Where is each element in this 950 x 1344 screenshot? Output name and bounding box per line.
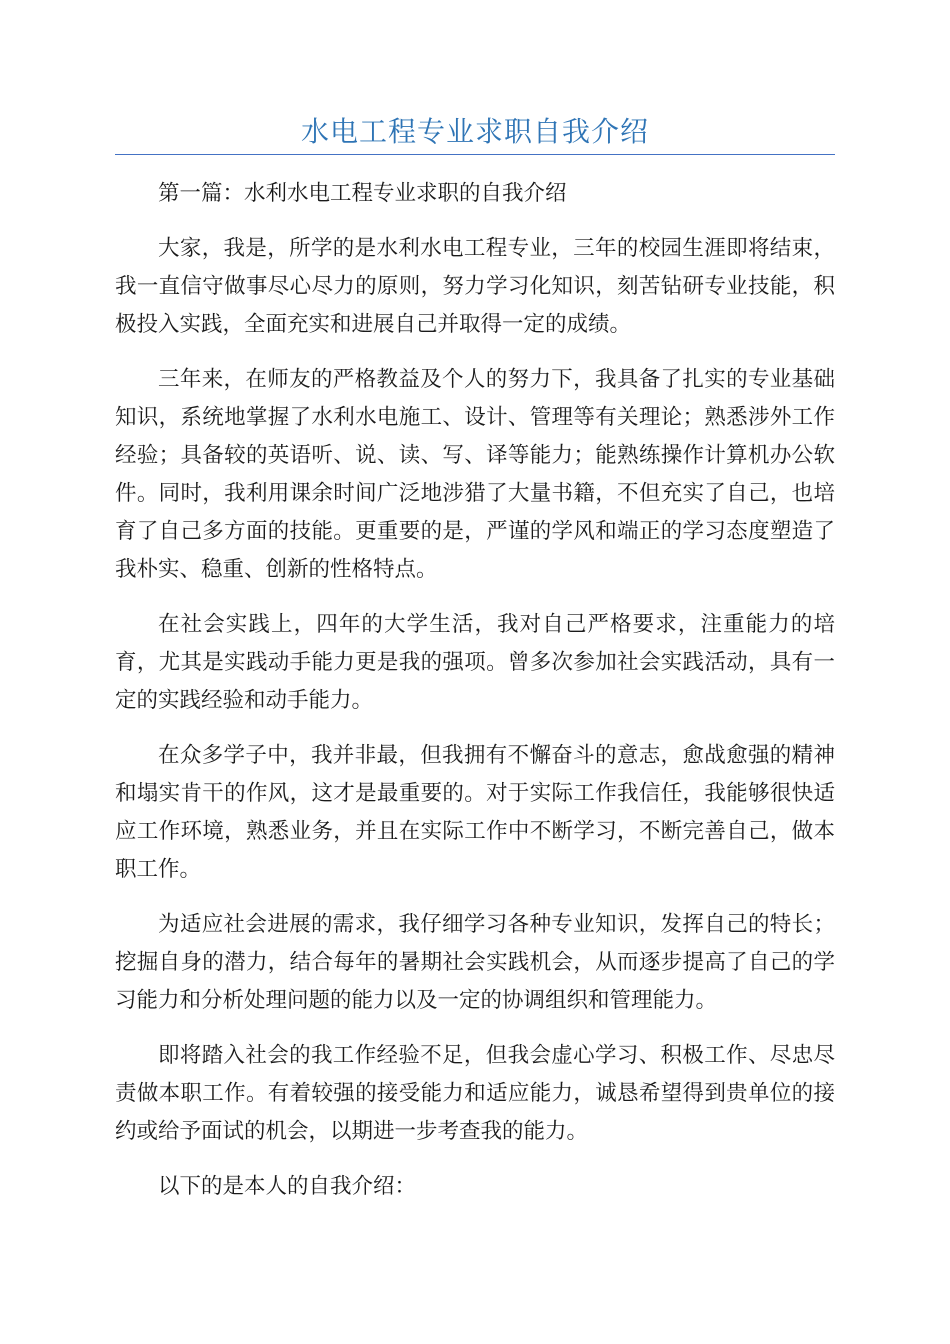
paragraph: 三年来，在师友的严格教益及个人的努力下，我具备了扎实的专业基础知识，系统地掌握了水利水电施工、设计、管理等有关理论；熟悉涉外工作经验；具备较的英语听、说、读、写、译等能力；能熟练操作计算机办公软件。同时，我利用课余时间广泛地涉猎了大量书籍，不但充实了自己，也培育了自己多方面的技能。更重要的是，严谨的学风和端正的学习态度塑造了我朴实、稳重、创新的性格特点。 — [115, 367, 835, 582]
paragraph: 大家，我是，所学的是水利水电工程专业，三年的校园生涯即将结束，我一直信守做事尽心尽力的原则，努力学习化知识，刻苦钻研专业技能，积极投入实践，全面充实和进展自己并取得一定的成绩。 — [115, 236, 835, 337]
paragraph: 即将踏入社会的我工作经验不足，但我会虚心学习、积极工作、尽忠尽责做本职工作。有着较强的接受能力和适应能力，诚恳希望得到贵单位的接约或给予面试的机会，以期进一步考查我的能力。 — [115, 1043, 835, 1144]
paragraph: 在社会实践上，四年的大学生活，我对自己严格要求，注重能力的培育，尤其是实践动手能力更是我的强项。曾多次参加社会实践活动，具有一定的实践经验和动手能力。 — [115, 612, 835, 713]
paragraph: 以下的是本人的自我介绍： — [158, 1174, 417, 1199]
paragraph: 为适应社会进展的需求，我仔细学习各种专业知识，发挥自己的特长；挖掘自身的潜力，结合每年的暑期社会实践机会，从而逐步提高了自己的学习能力和分析处理问题的能力以及一定的协调组织和管理能力。 — [115, 912, 835, 1013]
paragraph: 在众多学子中，我并非最，但我拥有不懈奋斗的意志，愈战愈强的精神和塌实肯干的作风，这才是最重要的。对于实际工作我信任，我能够很快适应工作环境，熟悉业务，并且在实际工作中不断学习，不断完善自己，做本职工作。 — [115, 743, 835, 882]
document-body — [115, 175, 835, 1223]
document-title: 水电工程专业求职自我介绍 — [300, 115, 649, 148]
title-underline — [115, 154, 835, 155]
section-heading: 第一篇：水利水电工程专业求职的自我介绍 — [158, 181, 567, 206]
